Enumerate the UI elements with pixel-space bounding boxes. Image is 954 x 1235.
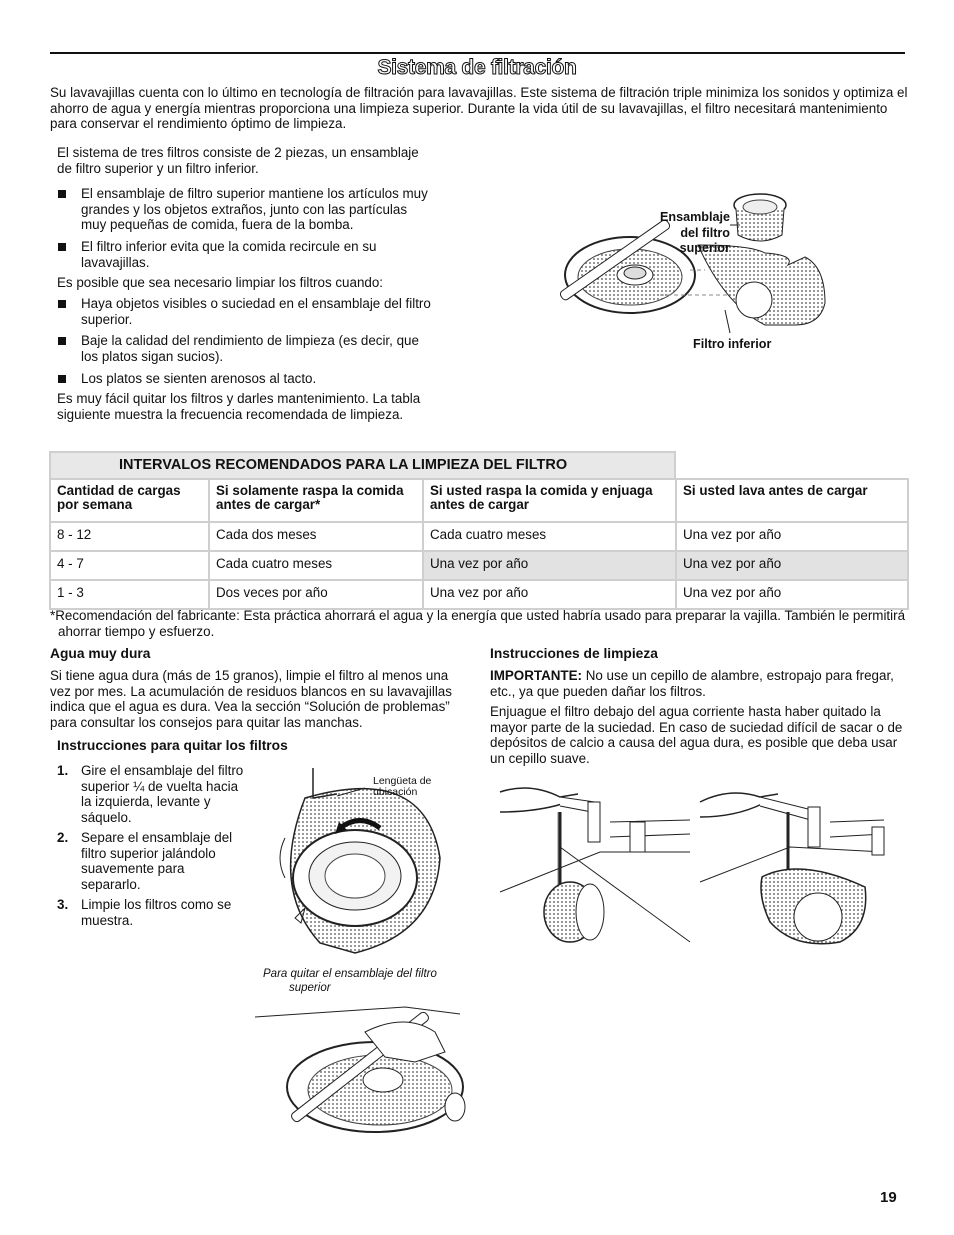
filter-in-dishwasher-illustration bbox=[255, 1002, 465, 1132]
rinse-upper-filter-illustration bbox=[500, 772, 690, 950]
bullet-square-icon bbox=[58, 243, 66, 251]
table-header: Si usted raspa la comida y enjuaga antes de cargar bbox=[423, 479, 676, 522]
table-header: Si solamente raspa la comida antes de cargar* bbox=[209, 479, 423, 522]
hard-water-heading: Agua muy dura bbox=[50, 646, 151, 661]
locator-tab-label: Lengüeta de ubicación bbox=[373, 775, 432, 798]
table-cell: 1 - 3 bbox=[50, 580, 209, 609]
table-cell: Una vez por año bbox=[676, 522, 908, 551]
cleaning-text: Enjuague el filtro debajo del agua corriente hasta haber quitado la mayor parte de la suciedad. En caso de suciedad difícil de sacar o de depósitos de calcio a causa del agua dura, es posible que deba usar un cepillo suave. bbox=[490, 704, 903, 766]
list-item: 1. Gire el ensamblaje del filtro superior ¼ de vuelta hacia la izquierda, levante y sáquelo. bbox=[57, 763, 244, 825]
rinse-lower-filter-illustration bbox=[700, 772, 884, 950]
intro-paragraph: Su lavavajillas cuenta con lo último en tecnología de filtración para lavavajillas. Este sistema de filtración triple minimiza los sonidos y optimiza el ahorro de agua y energía mientras proporciona una limpieza superior. Durante la vida útil de su lavavajillas, el filtro necesitará mantenimiento para conservar el rendimiento óptimo de limpieza. bbox=[50, 85, 908, 132]
table-header: Si usted lava antes de cargar bbox=[676, 479, 908, 522]
table-cell: Una vez por año bbox=[676, 580, 908, 609]
bullet-square-icon bbox=[58, 190, 66, 198]
list-item: Los platos se sienten arenosos al tacto. bbox=[57, 371, 432, 387]
list-item: Baje la calidad del rendimiento de limpieza (es decir, que los platos sigan sucios). bbox=[57, 333, 432, 364]
table-cell: 4 - 7 bbox=[50, 551, 209, 580]
bullet-square-icon bbox=[58, 337, 66, 345]
table-row bbox=[50, 551, 908, 580]
cleaning-heading: Instrucciones de limpieza bbox=[490, 646, 658, 661]
table-cell: Una vez por año bbox=[423, 580, 676, 609]
removal-heading: Instrucciones para quitar los filtros bbox=[57, 738, 288, 753]
table-header-row bbox=[50, 479, 908, 522]
list-item: El ensamblaje de filtro superior mantiene los artículos muy grandes y los objetos extraños, junto con las partículas muy pequeñas de comida, fuera de la bomba. bbox=[57, 186, 432, 233]
table-row bbox=[50, 580, 908, 609]
lower-filter-label: Filtro inferior bbox=[693, 337, 772, 351]
when-intro: Es posible que sea necesario limpiar los filtros cuando: bbox=[57, 275, 384, 290]
table-cell: 8 - 12 bbox=[50, 522, 209, 551]
table-row bbox=[50, 522, 908, 551]
footnote: *Recomendación del fabricante: Esta práctica ahorrará el agua y la energía que usted habría usado para preparar la vajilla. También le permitirá ahorrar tiempo y esfuerzo. bbox=[50, 608, 906, 639]
table-cell: Cada cuatro meses bbox=[209, 551, 423, 580]
list-item: 3. Limpie los filtros como se muestra. bbox=[57, 897, 232, 928]
bullet-square-icon bbox=[58, 300, 66, 308]
removal-caption: Para quitar el ensamblaje del filtro superior bbox=[263, 968, 437, 994]
list-item: El filtro inferior evita que la comida recircule en su lavavajillas. bbox=[57, 239, 432, 270]
table-title: INTERVALOS RECOMENDADOS PARA LA LIMPIEZA DEL FILTRO bbox=[49, 451, 676, 478]
table-cell: Cada cuatro meses bbox=[423, 522, 676, 551]
table-cell: Una vez por año bbox=[423, 551, 676, 580]
upper-filter-label: Ensamblaje del filtro superior bbox=[660, 210, 730, 256]
system-description: El sistema de tres filtros consiste de 2 piezas, un ensamblaje de filtro superior y un filtro inferior. bbox=[57, 145, 419, 176]
list-item: Haya objetos visibles o suciedad en el ensamblaje del filtro superior. bbox=[57, 296, 432, 327]
page-number: 19 bbox=[880, 1189, 897, 1206]
list-item: 2. Separe el ensamblaje del filtro superior jalándolo suavemente para separarlo. bbox=[57, 830, 233, 892]
filter-system-illustration bbox=[540, 185, 840, 335]
important-note: IMPORTANTE: No use un cepillo de alambre, estropajo para fregar, etc., ya que pueden dañar los filtros. bbox=[490, 668, 894, 699]
cleaning-interval-table bbox=[49, 478, 909, 610]
easy-maintenance-text: Es muy fácil quitar los filtros y darles mantenimiento. La tabla siguiente muestra la frecuencia recomendada de limpieza. bbox=[57, 391, 421, 422]
bullet-square-icon bbox=[58, 375, 66, 383]
table-cell: Una vez por año bbox=[676, 551, 908, 580]
top-rule bbox=[50, 52, 905, 54]
table-cell: Cada dos meses bbox=[209, 522, 423, 551]
hard-water-text: Si tiene agua dura (más de 15 granos), limpie el filtro al menos una vez por mes. La acumulación de residuos blancos en su lavavajillas indica que el agua es dura. Vea la sección “Solución de problemas” para consultar los consejos para quitar las manchas. bbox=[50, 668, 452, 730]
table-cell: Dos veces por año bbox=[209, 580, 423, 609]
page-title: Sistema de filtración bbox=[377, 56, 577, 79]
table-header: Cantidad de cargas por semana bbox=[50, 479, 209, 522]
